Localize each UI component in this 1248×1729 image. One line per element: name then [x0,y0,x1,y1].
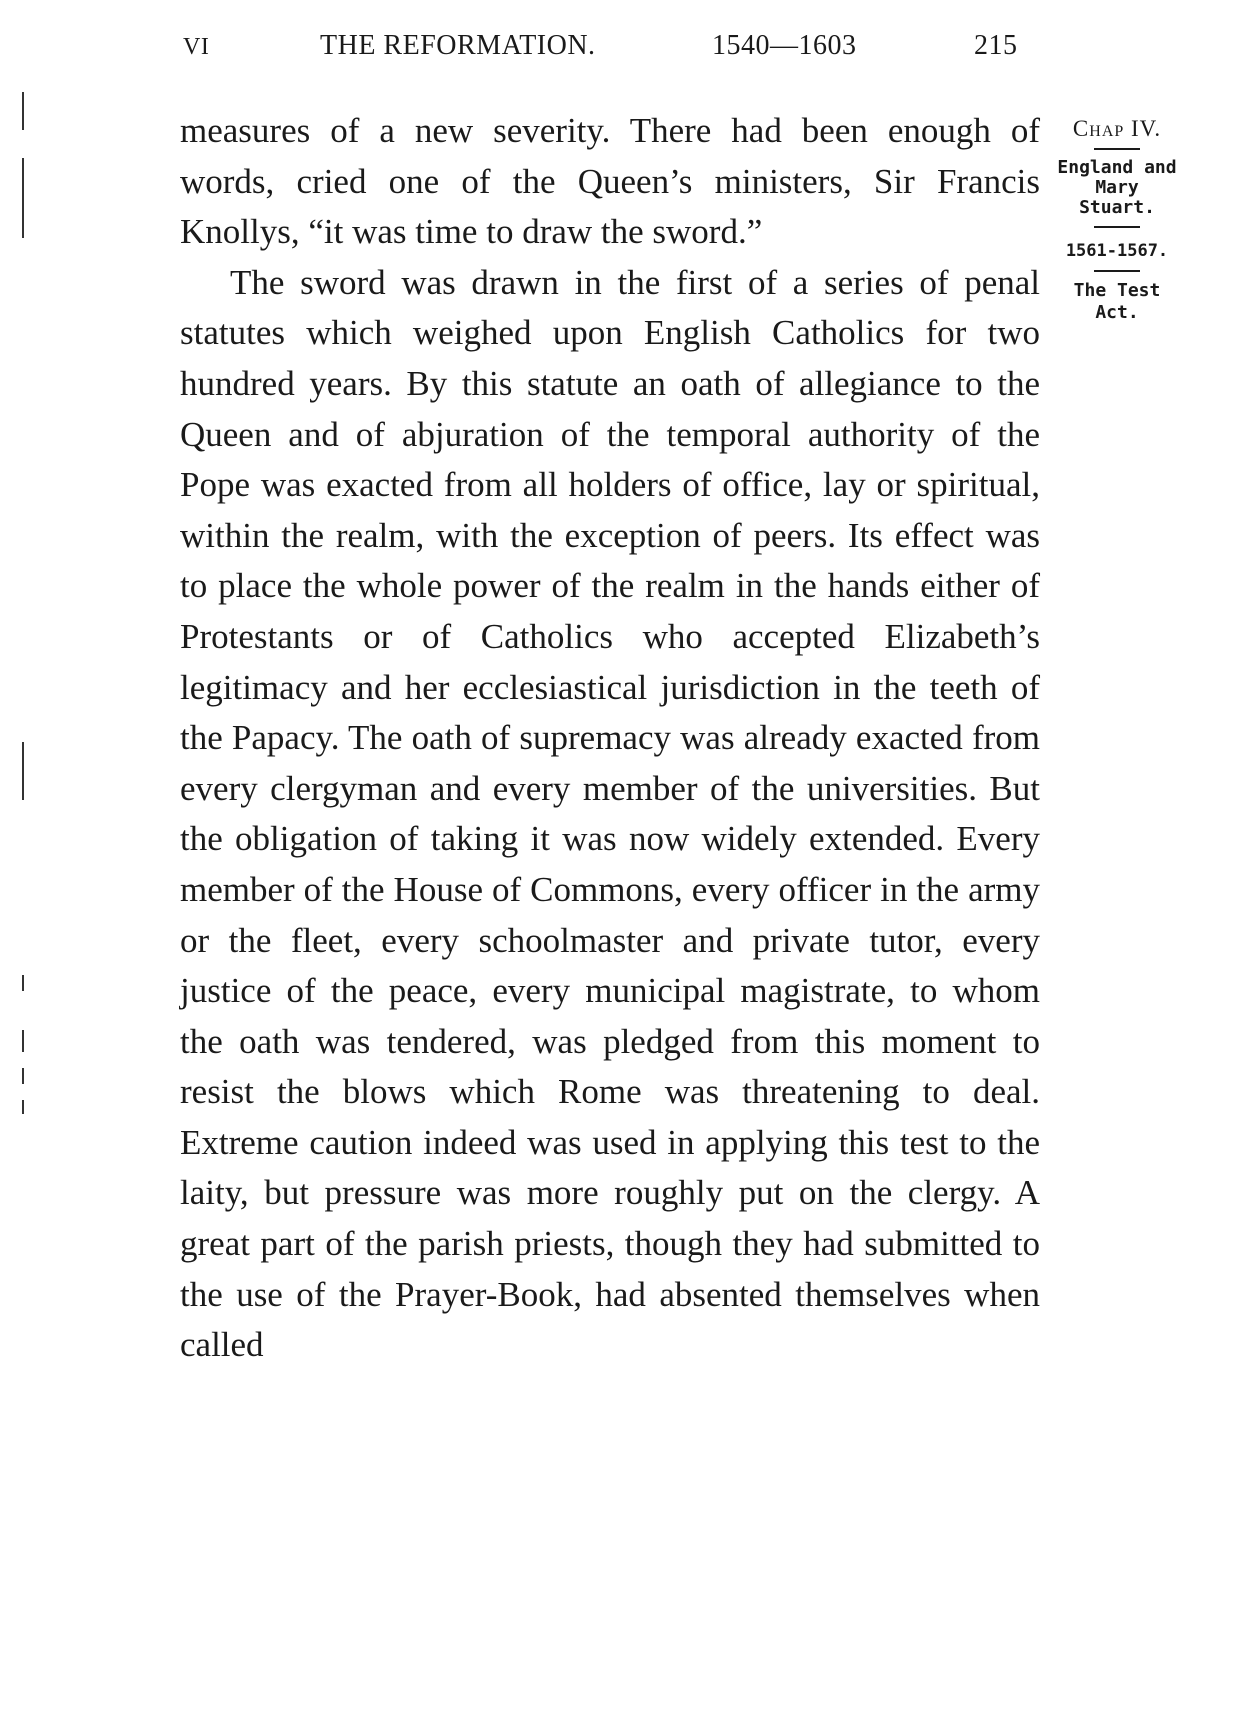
scan-margin-mark [22,158,24,238]
header-chapter-number: VI [183,34,210,60]
header-dates: 1540—1603 [712,30,857,61]
scan-margin-mark [22,1030,24,1052]
margin-notes [1052,118,1182,324]
header-title: THE REFORMATION. [320,30,596,61]
margin-chapter: Chap IV. [1072,116,1162,141]
running-header [180,30,1030,78]
scan-margin-mark [22,742,24,800]
margin-divider [1094,270,1140,272]
margin-section-title: England and Mary Stuart. [1057,157,1177,218]
scan-margin-mark [22,1068,24,1084]
margin-divider [1094,148,1140,150]
paragraph-2: The sword was drawn in the first of a series of penal statutes which weighed upon English Catholics for two hundred years. By this statute an oath of allegiance to the Queen and of abjuration of the temporal authority of the Pope was exacted from all holders of office, lay or spiritual, within the realm, with the exception of peers. Its effect was to place the whole power of the realm in the hands either of Protestants or of Catholics who accepted Elizabeth’s legitimacy and her ecclesiastical jurisdiction in the teeth of the Papacy. The oath of supremacy was already exacted from every clergyman and every member of the universities. But the obligation of taking it was now widely extended. Every member of the House of Commons, every officer in the army or the fleet, every schoolmaster and private tutor, every justice of the peace, every municipal magistrate, to whom the oath was tendered, was pledged from this moment to resist the blows which Rome was threatening to deal. Extreme caution indeed was used in applying this test to the laity, but pressure was more roughly put on the clergy. A great part of the parish priests, though they had submitted to the use of the Prayer-Book, had absented themselves when called [180,262,1040,1365]
margin-years: 1561-1567. [1065,241,1169,261]
paragraph-1: measures of a new severity. There had been enough of words, cried one of the Queen’s ministers, Sir Francis Knollys, “it was time to draw the sword.” [180,111,1040,252]
main-text [180,106,1040,1371]
scan-margin-mark [22,92,24,130]
scan-margin-mark [22,975,24,991]
margin-sidenote: The Test Act. [1073,280,1161,323]
scan-margin-mark [22,1100,24,1114]
page-number: 215 [974,30,1018,61]
margin-divider [1094,226,1140,228]
